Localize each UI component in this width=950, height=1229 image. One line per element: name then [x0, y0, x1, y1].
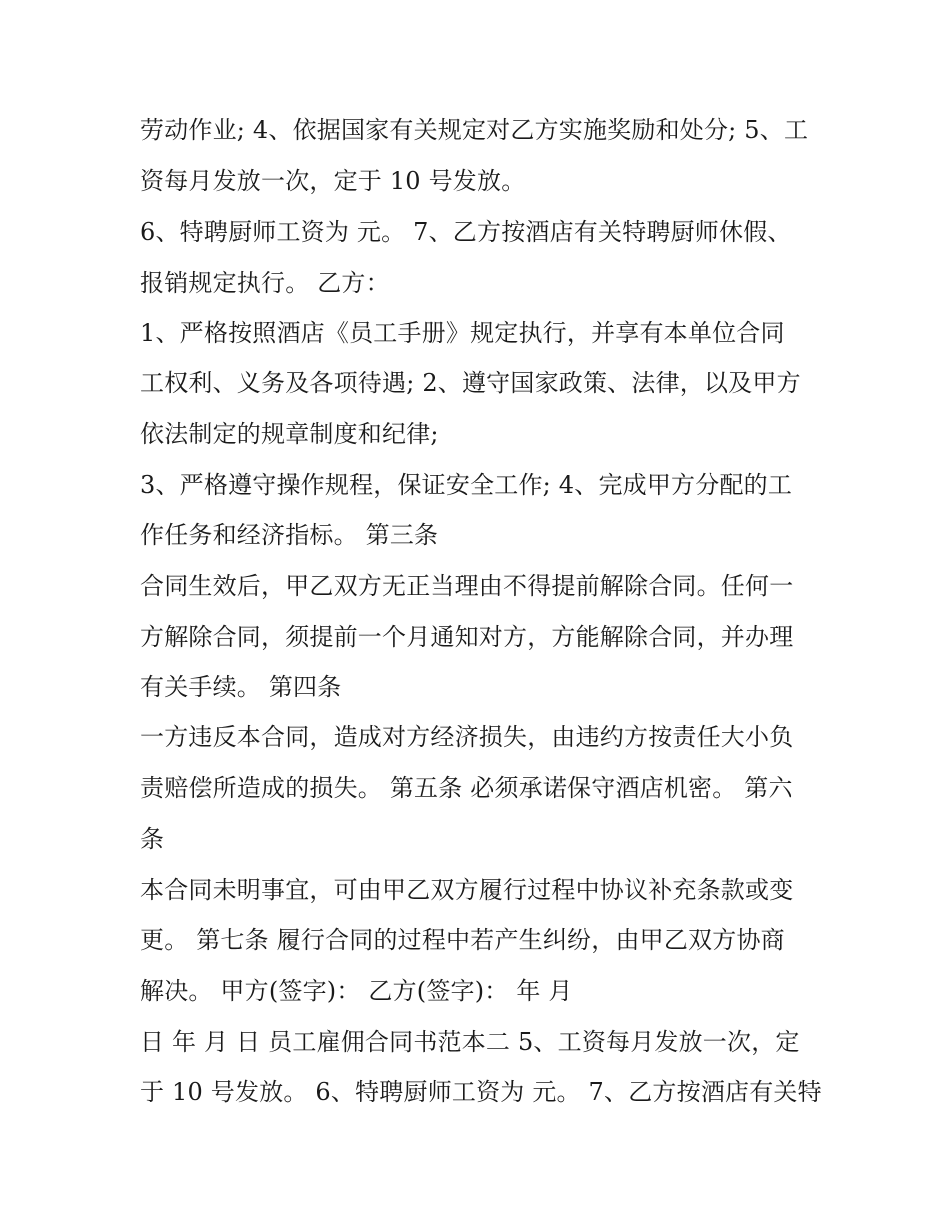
text-line: 作任务和经济指标。 第三条 — [140, 521, 439, 549]
text-line: 有关手续。 第四条 — [140, 673, 342, 701]
text-line: 本合同未明事宜，可由甲乙双方履行过程中协议补充条款或变 — [140, 876, 794, 904]
text-line: 依法制定的规章制度和纪律; — [140, 420, 439, 448]
text-line: 解决。 甲方(签字)： 乙方(签字)： 年 月 — [140, 977, 573, 1005]
text-line: 工权利、义务及各项待遇; 2、遵守国家政策、法律，以及甲方 — [140, 369, 801, 397]
text-line: 6、特聘厨师工资为 元。 7、乙方按酒店有关特聘厨师休假、 — [140, 218, 792, 246]
text-line: 劳动作业; 4、依据国家有关规定对乙方实施奖励和处分; 5、工 — [140, 116, 809, 144]
text-line: 方解除合同，须提前一个月通知对方，方能解除合同，并办理 — [140, 623, 794, 651]
text-line: 1、严格按照酒店《员工手册》规定执行，并享有本单位合同 — [140, 319, 785, 347]
text-line: 条 — [140, 825, 165, 853]
text-line: 合同生效后，甲乙双方无正当理由不得提前解除合同。任何一 — [140, 572, 794, 600]
text-line: 报销规定执行。 乙方： — [140, 269, 390, 297]
text-line: 一方违反本合同，造成对方经济损失，由违约方按责任大小负 — [140, 723, 794, 751]
text-line: 更。 第七条 履行合同的过程中若产生纠纷，由甲乙双方协商 — [140, 926, 785, 954]
text-line: 于 10 号发放。 6、特聘厨师工资为 元。 7、乙方按酒店有关特 — [140, 1078, 822, 1106]
text-line: 3、严格遵守操作规程，保证安全工作; 4、完成甲方分配的工 — [140, 471, 793, 499]
text-line: 资每月发放一次，定于 10 号发放。 — [140, 167, 526, 195]
text-line: 责赔偿所造成的损失。 第五条 必须承诺保守酒店机密。 第六 — [140, 774, 793, 802]
text-line: 日 年 月 日 员工雇佣合同书范本二 5、工资每月发放一次，定 — [140, 1028, 800, 1056]
